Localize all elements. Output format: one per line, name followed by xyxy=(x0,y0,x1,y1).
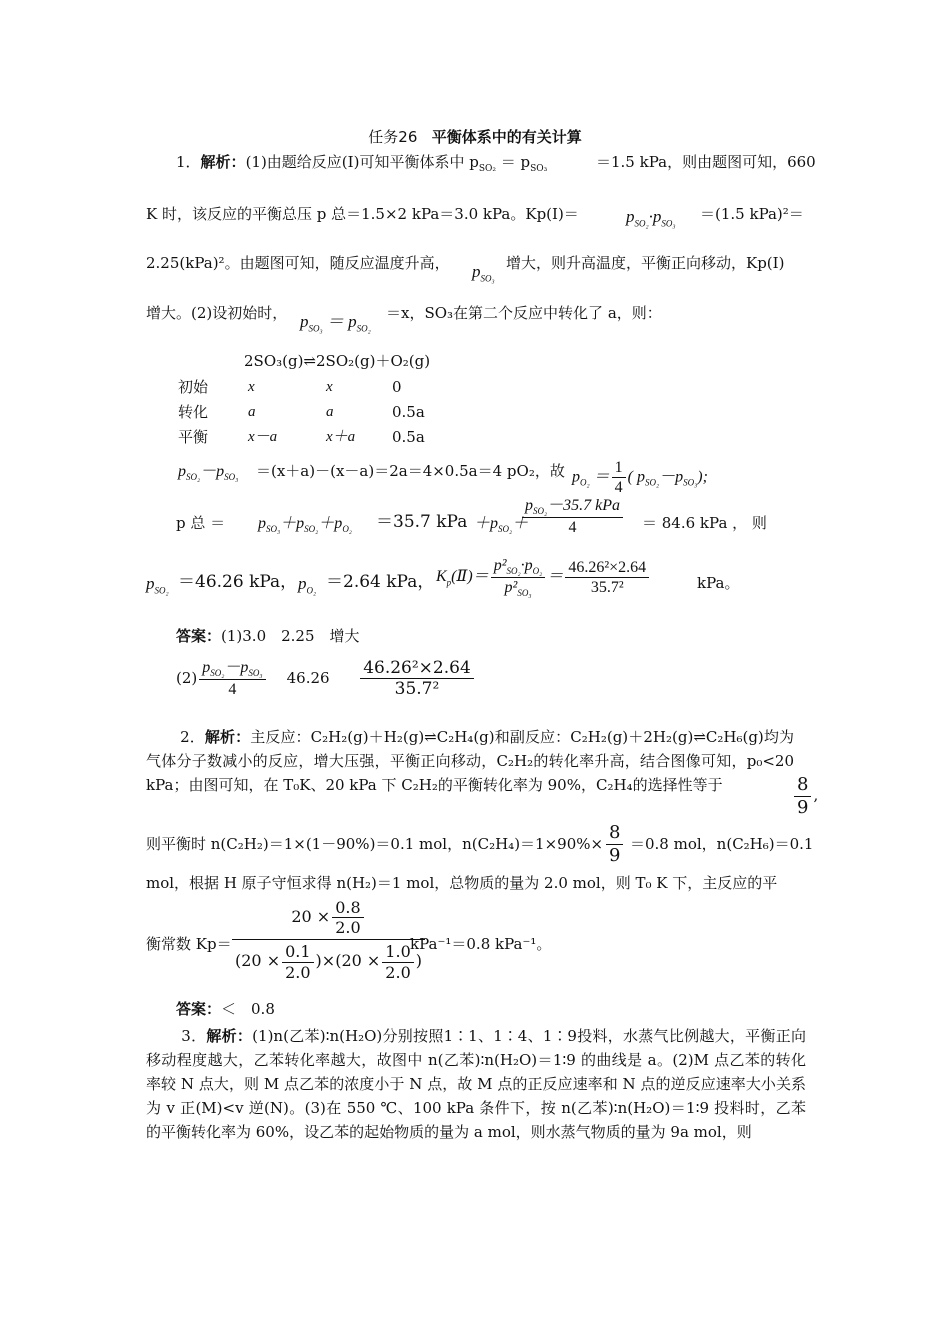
answer-label: 答案： xyxy=(176,627,222,645)
p1-line2b: ＝(1.5 kPa)²＝ xyxy=(700,205,804,223)
task-heading: 平衡体系中的有关计算 xyxy=(431,128,582,146)
table-row xyxy=(178,374,425,399)
answer-value: 46.26 xyxy=(286,668,330,687)
p1-line2 xyxy=(146,205,579,223)
frac-numerator: 8 xyxy=(606,822,623,845)
page-title xyxy=(0,128,950,146)
answer-frac-numerator: 46.26²×2.64 xyxy=(360,658,474,679)
p2-label: 解析： xyxy=(204,728,251,746)
p1-answer-2: (2) $\frac{p_{SO_2}-p_{SO_3}}{4}$ 46.26 $\frac{\text{46.26²×2.64}}{\text{35.7²}}$ xyxy=(176,658,476,700)
frac-numerator: 0.1 xyxy=(282,942,313,962)
eq2-lhs: p 总 ＝ xyxy=(176,514,226,532)
cell: a xyxy=(326,403,334,420)
cell: 0.5a xyxy=(392,402,425,421)
eq3c: kPa。 xyxy=(697,574,740,592)
eq2-value: ＝ 84.6 kPa ， 则 xyxy=(642,514,767,532)
frac-denominator: 35.7² xyxy=(590,578,624,596)
p3-paragraph xyxy=(146,1024,806,1144)
answer-text: (1)3.0 2.25 增大 xyxy=(221,627,360,645)
p2-frac-8-9b xyxy=(604,822,625,866)
p1-line3b: 增大，则升高温度，平衡正向移动，Kp(Ⅰ) xyxy=(506,254,785,272)
table-row xyxy=(178,424,425,449)
row-label: 平衡 xyxy=(178,427,209,446)
task-number: 任务26 xyxy=(368,128,418,146)
eq2-rhs: ＝35.7 kPa xyxy=(376,512,468,532)
eq3b: ＝2.64 kPa， xyxy=(326,572,435,592)
eq2-plus: $+p_{SO_2}+$ xyxy=(474,515,529,535)
equilibrium-table xyxy=(178,374,425,449)
eq1-lhs: $p_{SO_2}-p_{SO_3}$ xyxy=(178,463,239,483)
row-label: 转化 xyxy=(178,402,209,421)
p3-number: 3． xyxy=(181,1027,207,1045)
cell: x xyxy=(326,378,333,395)
p2-line4b: kPa⁻¹＝0.8 kPa⁻¹。 xyxy=(410,935,552,953)
p1-answer-1 xyxy=(176,627,360,645)
p1-line4: 增大。(2)设初始时， xyxy=(146,304,288,322)
frac-numerator: 8 xyxy=(794,774,811,797)
cell: 0 xyxy=(392,377,402,396)
frac-numerator: 46.26²×2.64 xyxy=(565,558,649,578)
cell: x－a xyxy=(248,428,278,445)
p2-line3: mol，根据 H 原子守恒求得 n(H₂)＝1 mol，总物质的量为 2.0 mol，则 T₀ K 下，主反应的平 xyxy=(146,874,778,892)
p1-line4b: ＝x，SO₃在第二个反应中转化了 a，则： xyxy=(386,304,662,322)
frac-denominator: 9 xyxy=(609,844,621,866)
eq3-pso2: $p_{SO_2}$ xyxy=(146,574,169,596)
p2-answer xyxy=(176,1000,275,1018)
cell: a xyxy=(248,403,256,420)
cell: x＋a xyxy=(326,428,356,445)
frac-numerator: 0.8 xyxy=(332,898,363,918)
reaction-equation: 2SO₃(g)⇌2SO₂(g)＋O₂(g) xyxy=(244,352,431,370)
p2-number: 2． xyxy=(180,728,205,746)
kp-num-prefix: 20 × xyxy=(291,907,331,927)
eq3a: ＝46.26 kPa， xyxy=(178,572,298,592)
cell: 0.5a xyxy=(392,427,425,446)
p1-initial-pressures: $p_{SO_3} = p_{SO_2}$ xyxy=(300,312,371,334)
answer-label: 答案： xyxy=(176,1000,222,1018)
p2-line2b: ＝0.8 mol，n(C₂H₆)＝0.1 xyxy=(630,835,814,853)
p1-line3: 2.25(kPa)²。由题图可知，随反应温度升高， xyxy=(146,254,450,272)
answer-frac-denominator: 35.7² xyxy=(394,679,440,700)
p1-label: 解析： xyxy=(200,153,246,171)
row-label: 初始 xyxy=(178,377,209,396)
p1-text-2: K 时，该反应的平衡总压 p 总＝1.5×2 kPa＝3.0 kPa。Kp(Ⅰ)＝ xyxy=(146,205,579,223)
p1-pso3: $p_{SO_3}$ xyxy=(472,262,495,284)
p2-frac-8-9: $\frac{8}{9}$ , xyxy=(792,774,818,818)
eq1: ＝(x＋a)－(x－a)＝2a＝4×0.5a＝4 pO₂，故 xyxy=(256,462,565,480)
p1-line1: 1．解析：(1)由题给反应(Ⅰ)可知平衡体系中 $p_{SO_2} = p_{SO_3}$ xyxy=(176,153,548,174)
p2-line4: 衡常数 Kp＝ xyxy=(146,935,232,953)
p1-number: 1． xyxy=(176,153,201,171)
cell: x xyxy=(248,378,255,395)
eq1-po2: $p_{O_2}$ ＝ $\frac{1}{4}$ ( $p_{SO_2}-p_{SO_3}$); xyxy=(572,459,708,497)
eq2-frac: $\frac{p_{SO_2}-35.7 kPa}{4}$ xyxy=(520,496,625,537)
table-row xyxy=(178,399,425,424)
p2-paragraph xyxy=(146,725,794,797)
frac-numerator: 1.0 xyxy=(382,942,413,962)
p2-text-1: 主反应：C₂H₂(g)＋H₂(g)⇌C₂H₄(g)和副反应：C₂H₂(g)＋2H₂(g)⇌C₂H₆(g)均为气体分子数减小的反应，增大压强，平衡正向移动，C₂H₂的转化率升高，结合图像可知，p₀<20 kPa；由图可知，在 T₀K、20 kPa 下 C₂H₂的平衡转化率为 90%，C₂H₄的选择性等于 xyxy=(146,728,794,794)
frac-denominator: 9 xyxy=(797,796,809,818)
kp-fraction: 20 × $\frac{0.8}{2.0}$ (20 × $\frac{0.1}{2.0}$ )×(20 × $\frac{1.0}{2.0}$ ) xyxy=(230,898,427,982)
p1-text-1: (1)由题给反应(Ⅰ)可知平衡体系中 p xyxy=(245,153,479,171)
frac-denominator: 2.0 xyxy=(385,962,411,982)
p3-text: (1)n(乙苯)∶n(H₂O)分别按照1∶1、1∶4、1∶9投料，水蒸气比例越大，平衡正向移动程度越大，乙苯转化率越大，故图中 n(乙苯)∶n(H₂O)＝1∶9 的曲线是 a。(2)M 点乙苯的转化率较 N 点大，则 M 点乙苯的浓度小于 N 点，故 M 点的正反应速率和 N 点的逆反应速率大小关系为 v 正(M)<v 逆(N)。(3)在 550 ℃、100 kPa 条件下，按 n(乙苯)∶n(H₂O)＝1∶9 投料时，乙苯的平衡转化率为 60%，设乙苯的起始物质的量为 a mol，则水蒸气物质的量为 9a mol，则 xyxy=(146,1027,806,1141)
p1-kp-expression: $p_{SO_2}\cdot p_{SO_3}$ xyxy=(626,207,676,229)
frac-denominator: 2.0 xyxy=(285,962,311,982)
answer-denominator: 4 xyxy=(228,681,237,699)
eq3-po2: $p_{O_2}$ xyxy=(298,574,317,596)
p1-line1b: ＝1.5 kPa，则由题图可知，660 xyxy=(596,153,816,171)
p2-line2: 则平衡时 n(C₂H₂)＝1×(1－90%)＝0.1 mol，n(C₂H₄)＝1×90%× xyxy=(146,835,604,853)
denominator: 4 xyxy=(568,518,577,536)
answer-prefix: (2) xyxy=(176,668,198,687)
answer-text: ＜ 0.8 xyxy=(221,1000,275,1018)
eq3-kp: $K_p(Ⅱ)=$ $\frac{p^2_{SO_2}\cdot p_{O_2}}{p^2_{SO_3}}$ ＝ $\frac{\text{46.26²×2.64}}{\text{35.7²}}$ xyxy=(436,556,651,599)
p3-label: 解析： xyxy=(206,1027,253,1045)
frac-denominator: 2.0 xyxy=(335,918,361,938)
eq2-sum: $p_{SO_3}+p_{SO_2}+p_{O_2}$ xyxy=(258,515,352,535)
